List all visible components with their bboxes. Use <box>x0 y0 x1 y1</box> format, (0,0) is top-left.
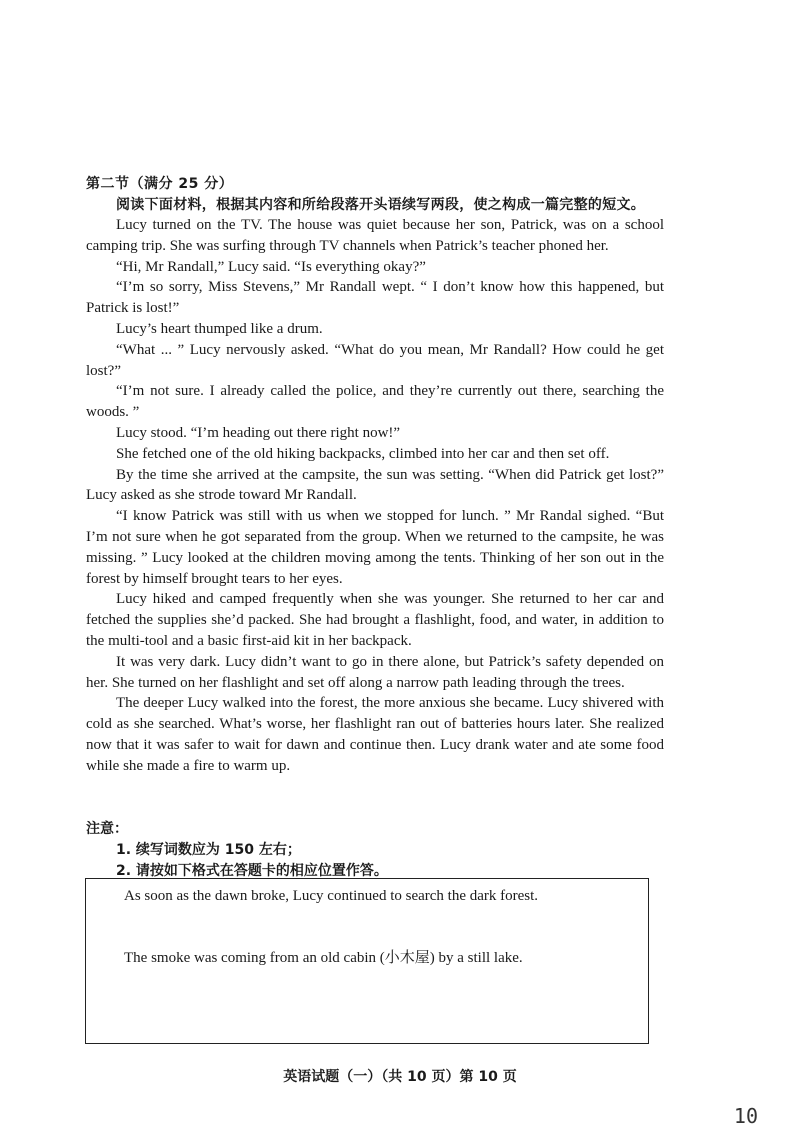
story-paragraph: Lucy turned on the TV. The house was quiet because her son, Patrick, was on a school camping trip. She was surfing through TV channels when Patrick’s teacher phoned her. <box>86 217 664 254</box>
story-paragraph: She fetched one of the old hiking backpacks, climbed into her car and then set off. <box>116 445 610 462</box>
answer-opening-line-1: As soon as the dawn broke, Lucy continued to search the dark forest. <box>124 888 539 904</box>
story-paragraph: It was very dark. Lucy didn’t want to go in there alone, but Patrick’s safety depended on her. She turned on her flashlight and set off along a narrow path leading through the trees. <box>86 653 664 691</box>
story-paragraph: Lucy hiked and camped frequently when she was younger. She returned to her car and fetched the supplies she’d packed. She had brought a flashlight, food, and water, in addition to the multi-tool and a basic first-aid kit in her backpack. <box>86 591 664 649</box>
story-paragraph: “I’m not sure. I already called the police, and they’re currently out there, searching the woods. ” <box>86 383 664 421</box>
answer-opening-line-2: The smoke was coming from an old cabin (小木屋) by a still lake. <box>124 950 523 966</box>
story-text <box>86 215 664 777</box>
story-paragraph: “Hi, Mr Randall,” Lucy said. “Is everything okay?” <box>116 258 426 275</box>
story-paragraph: Lucy stood. “I’m heading out there right now!” <box>116 424 401 441</box>
story-paragraph: “What ... ” Lucy nervously asked. “What do you mean, Mr Randall? How could he get lost?” <box>86 341 664 379</box>
note-item: 2. 请按如下格式在答题卡的相应位置作答。 <box>116 863 388 879</box>
section-instruction: 阅读下面材料，根据其内容和所给段落开头语续写两段，使之构成一篇完整的短文。 <box>116 197 646 213</box>
story-paragraph: The deeper Lucy walked into the forest, the more anxious she became. Lucy shivered with cold as she searched. What’s worse, her flashlight ran out of batteries hours later. She realized now that it was safer to wait for dawn and continue then. Lucy drank water and ate some food while she made a fire to warm up. <box>86 695 664 774</box>
answer-box <box>85 878 649 1044</box>
notes-title: 注意： <box>86 821 128 837</box>
page-number: 10 <box>733 1104 758 1128</box>
story-paragraph: By the time she arrived at the campsite, the sun was setting. “When did Patrick get lost?” Lucy asked as she strode toward Mr Randall. <box>86 466 664 504</box>
story-paragraph: Lucy’s heart thumped like a drum. <box>116 320 323 337</box>
note-item: 1. 续写词数应为 150 左右； <box>116 842 301 858</box>
page-footer: 英语试题（一）（共 10 页）第 10 页 <box>283 1069 517 1085</box>
section-heading: 第二节（满分 25 分） <box>86 176 234 192</box>
notes-section <box>86 819 388 882</box>
story-paragraph: “I’m so sorry, Miss Stevens,” Mr Randall wept. “ I don’t know how this happened, but Patrick is lost!” <box>86 279 664 317</box>
story-paragraph: “I know Patrick was still with us when we stopped for lunch. ” Mr Randal sighed. “But I’m not sure when he got separated from the group. When we returned to the campsite, he was missing. ” Lucy looked at the children moving among the tents. Thinking of her son out in the forest by himself brought tears to her eyes. <box>86 508 664 587</box>
